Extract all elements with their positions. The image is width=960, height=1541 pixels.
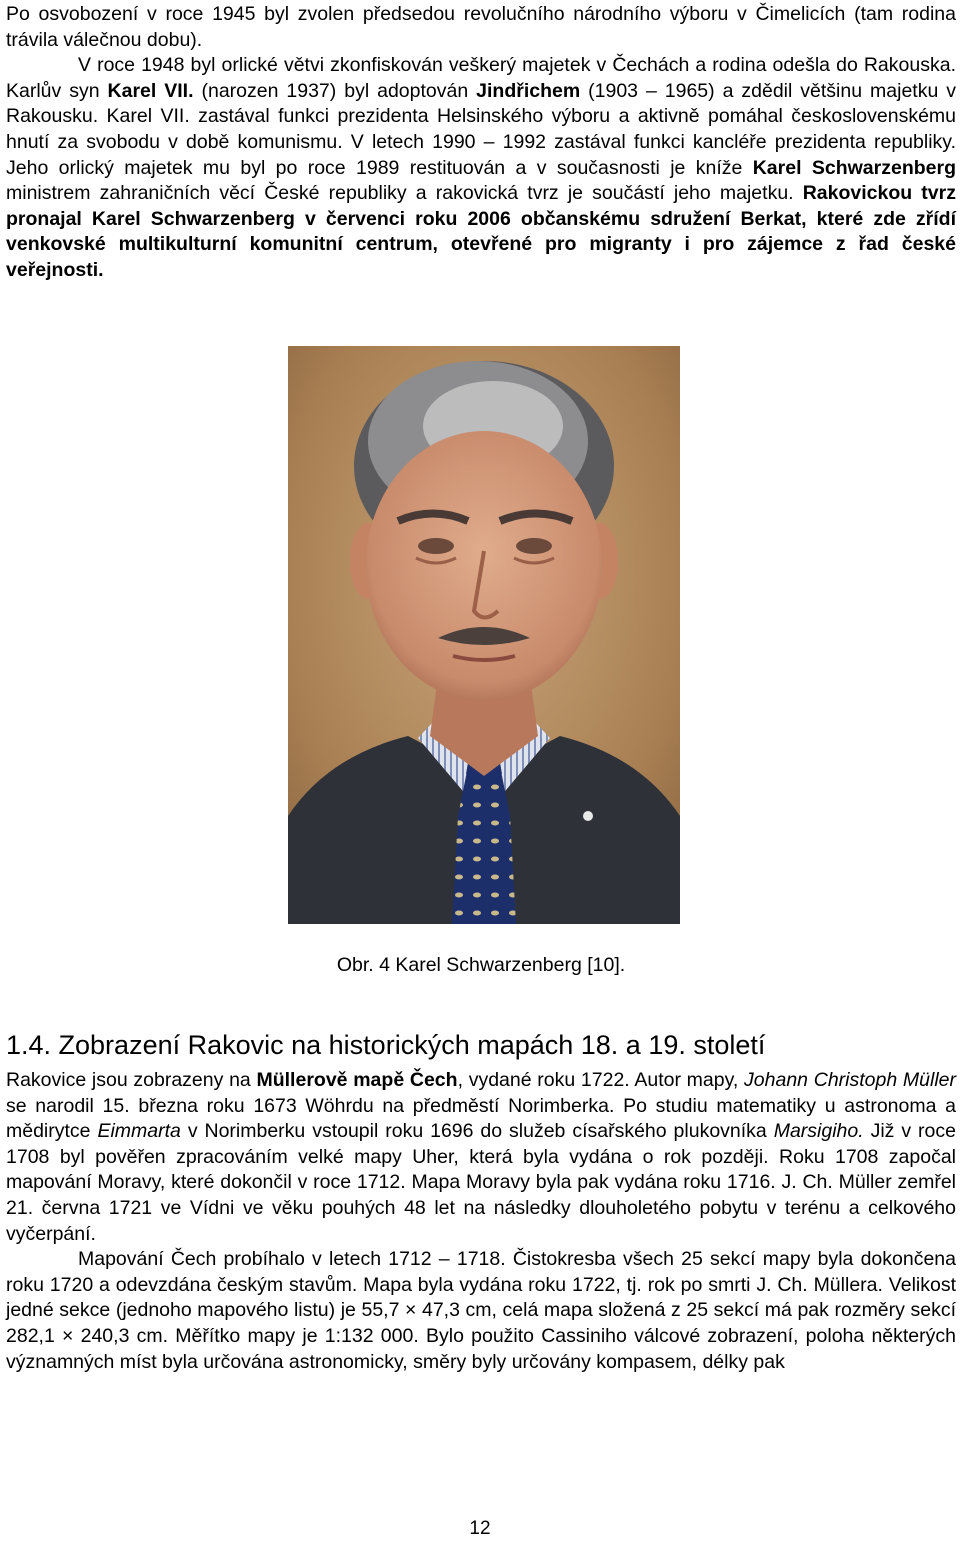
map-text-i: Již v roce 1708 byl pověřen zpracováním velké mapy Uher, která byla vydána o rok později. Roku 1708 započal mapování Moravy, které dokončil v roce 1712. Mapa Moravy byla pak vydána roku 1716. J. Ch. Müller zemřel 21. června 1721 ve Vídni ve věku pouhých 48 let na následky dlouholetého pobytu v terénu a celkového vyčerpání. xyxy=(6,1120,956,1245)
muller-map-bold: Müllerově mapě Čech xyxy=(256,1069,458,1091)
map-paragraph-1 xyxy=(6,1068,956,1247)
intro-section xyxy=(6,2,956,284)
portrait-illustration xyxy=(288,346,680,924)
map-text-g: v Norimberku vstoupil roku 1696 do služeb císařského plukovníka xyxy=(180,1120,774,1143)
eimmart-italic: Eimmarta xyxy=(97,1120,181,1143)
page-number: 12 xyxy=(469,1518,491,1539)
jindrich-bold: Jindřichem xyxy=(476,79,581,102)
map-text-a: Rakovice jsou zobrazeny na xyxy=(6,1069,257,1091)
map-text-e: se narodil 15. března roku 1673 Wöhrdu na předměstí Norimberka. Po studiu matematiky u astronoma a mědirytce xyxy=(6,1094,956,1143)
intro-paragraph-2 xyxy=(6,53,956,283)
intro-text-5: ministrem zahraničních věcí České republiky a rakovická tvrz je součástí jeho majetku. xyxy=(6,182,803,205)
intro-paragraph-1 xyxy=(6,2,956,53)
karel-vii-bold: Karel VII. xyxy=(107,79,194,102)
karel-schwarzenberg-bold: Karel Schwarzenberg xyxy=(752,156,956,179)
section-heading: 1.4. Zobrazení Rakovic na historických mapách 18. a 19. století xyxy=(6,1030,766,1060)
intro-text-1: Po osvobození v roce 1945 byl zvolen předsedou revolučního národního výboru v Čimelicích (tam rodina trávila válečnou dobu). xyxy=(6,3,956,51)
marsigi-italic: Marsigiho. xyxy=(773,1120,864,1143)
intro-text-2: V roce 1948 byl orlické větvi zkonfiskován veškerý majetek v Čechách a rodina odešla do Rakouska. Karlův syn xyxy=(6,54,956,102)
map-text-c: , vydané roku 1722. Autor mapy, xyxy=(457,1069,745,1091)
berkat-statement-bold: Rakovickou tvrz pronajal Karel Schwarzenberg v červenci roku 2006 občanskému sdružení Berkat, které zde zřídí venkovské multikulturní komunitní centrum, otevřené pro migranty i pro zájemce z řad české veřejnosti. xyxy=(6,182,956,281)
portrait-photo xyxy=(288,346,680,924)
map-paragraph-2: Mapování Čech probíhalo v letech 1712 – 1718. Čistokresba všech 25 sekcí mapy byla dokončena roku 1720 a odevzdána českým stavům. Mapa byla vydána roku 1722, tj. rok po smrti J. Ch. Müllera. Velikost jedné sekce (jednoho mapového listu) je 55,7 × 47,3 cm, celá mapa složená z 25 sekcí má pak rozměry sekcí 282,1 × 240,3 cm. Měřítko mapy je 1:132 000. Bylo použito Cassiniho válcové zobrazení, poloha některých významných míst byla určována astronomicky, směry byly určovány kompasem, délky pak xyxy=(6,1248,956,1373)
figure-caption: Obr. 4 Karel Schwarzenberg [10]. xyxy=(336,954,626,976)
author-name-italic: Johann Christoph Müller xyxy=(744,1069,956,1091)
intro-text-4: (1903 – 1965) a zdědil většinu majetku v Rakousku. Karel VII. zastával funkci prezidenta Helsinského výboru a aktivně pomáhal československému hnutí za svobodu v době komunismu. V letech 1990 – 1992 zastával funkci kancléře prezidenta republiky. Jeho orlický majetek mu byl po roce 1989 restituován a v současnosti je kníže xyxy=(6,79,957,179)
map-section xyxy=(6,1068,956,1375)
intro-text-3: (narozen 1937) byl adoptován xyxy=(193,79,477,102)
